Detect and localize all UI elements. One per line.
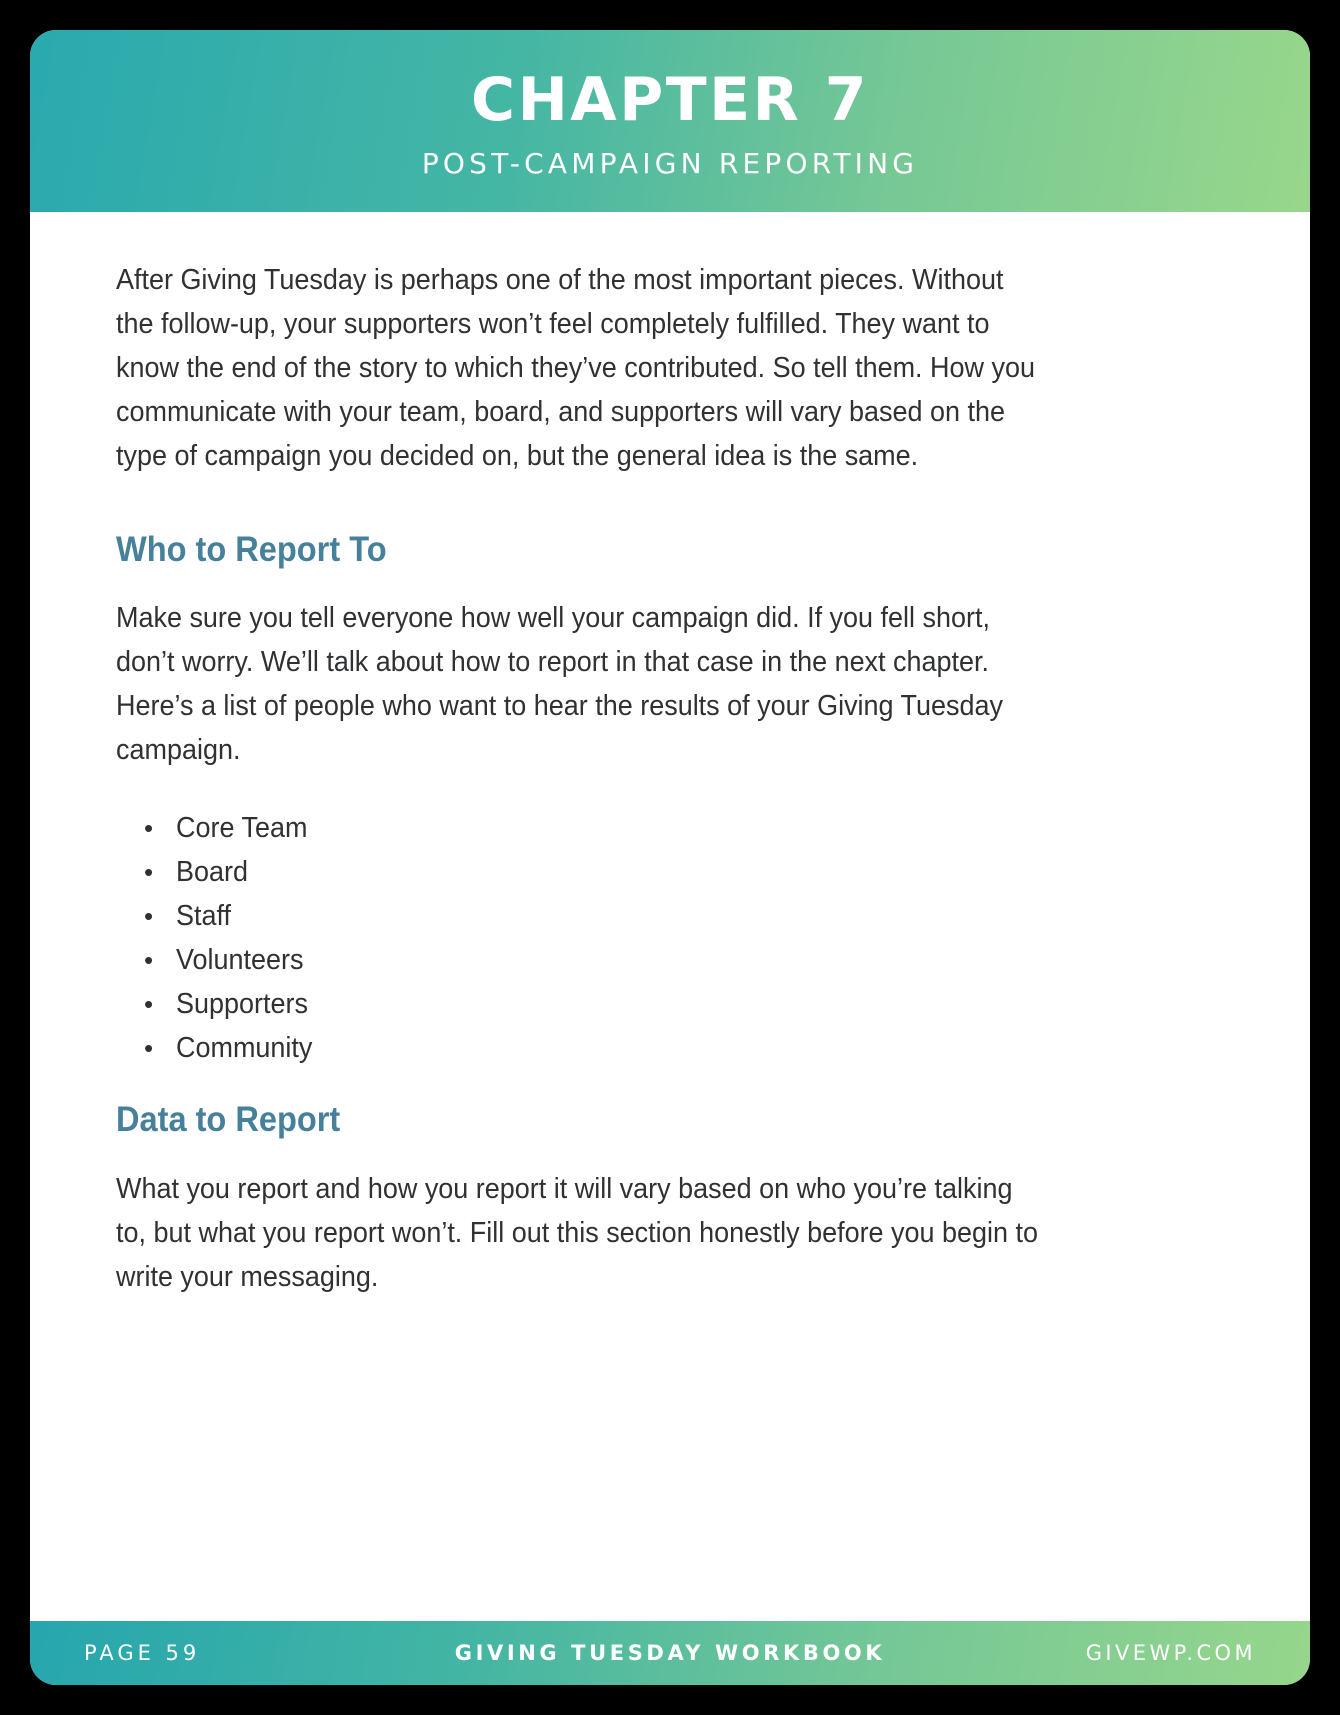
bullet-icon: •: [144, 945, 154, 976]
list-item: [138, 850, 1224, 894]
list-item: [138, 894, 1224, 938]
workbook-page-card: [30, 30, 1310, 1685]
bullet-icon: •: [144, 813, 154, 844]
list-item: [138, 1026, 1224, 1070]
page-footer-band: [30, 1621, 1310, 1685]
footer-page-number: PAGE 59: [84, 1641, 201, 1665]
section-heading-who-to-report-to: Who to Report To: [116, 530, 387, 569]
list-item: [138, 982, 1224, 1026]
bullet-icon: •: [144, 1033, 154, 1064]
data-to-report-paragraph: What you report and how you report it will vary based on who you’re talking to, but what you report won’t. Fill out this section honestly before you begin to write your messaging.: [116, 1172, 1039, 1293]
bullet-icon: •: [144, 989, 154, 1020]
list-item-label: Supporters: [176, 988, 308, 1021]
bullet-icon: •: [144, 901, 154, 932]
intro-paragraph: After Giving Tuesday is perhaps one of the most important pieces. Without the follow-up, your supporters won’t feel completely fulfilled. They want to know the end of the story to which they’ve contributed. So tell them. How you communicate with your team, board, and supporters will vary based on the type of campaign you decided on, but the general idea is the same.: [116, 264, 1035, 472]
list-item-label: Volunteers: [176, 944, 304, 977]
bullet-icon: •: [144, 857, 154, 888]
footer-site-url[interactable]: GIVEWP.COM: [1085, 1641, 1256, 1665]
who-to-report-to-paragraph: Make sure you tell everyone how well your campaign did. If you fell short, don’t worry. We’ll talk about how to report in that case in the next chapter. Here’s a list of people who want to hear the results of your Giving Tuesday campaign.: [116, 602, 1004, 767]
chapter-subtitle: POST-CAMPAIGN REPORTING: [421, 147, 919, 180]
list-item-label: Board: [176, 856, 248, 889]
list-item-label: Community: [176, 1032, 313, 1065]
list-item: [138, 806, 1224, 850]
list-item: [138, 938, 1224, 982]
list-item-label: Core Team: [176, 812, 308, 845]
chapter-header-band: [30, 30, 1310, 212]
list-item-label: Staff: [176, 900, 231, 933]
section-spacer: [116, 512, 1224, 530]
section-heading-data-to-report: Data to Report: [116, 1100, 341, 1140]
footer-workbook-title: GIVING TUESDAY WORKBOOK: [454, 1641, 886, 1665]
chapter-title: CHAPTER 7: [471, 65, 869, 135]
who-to-report-to-list: [116, 806, 1224, 1070]
chapter-body-content: [30, 212, 1310, 1621]
